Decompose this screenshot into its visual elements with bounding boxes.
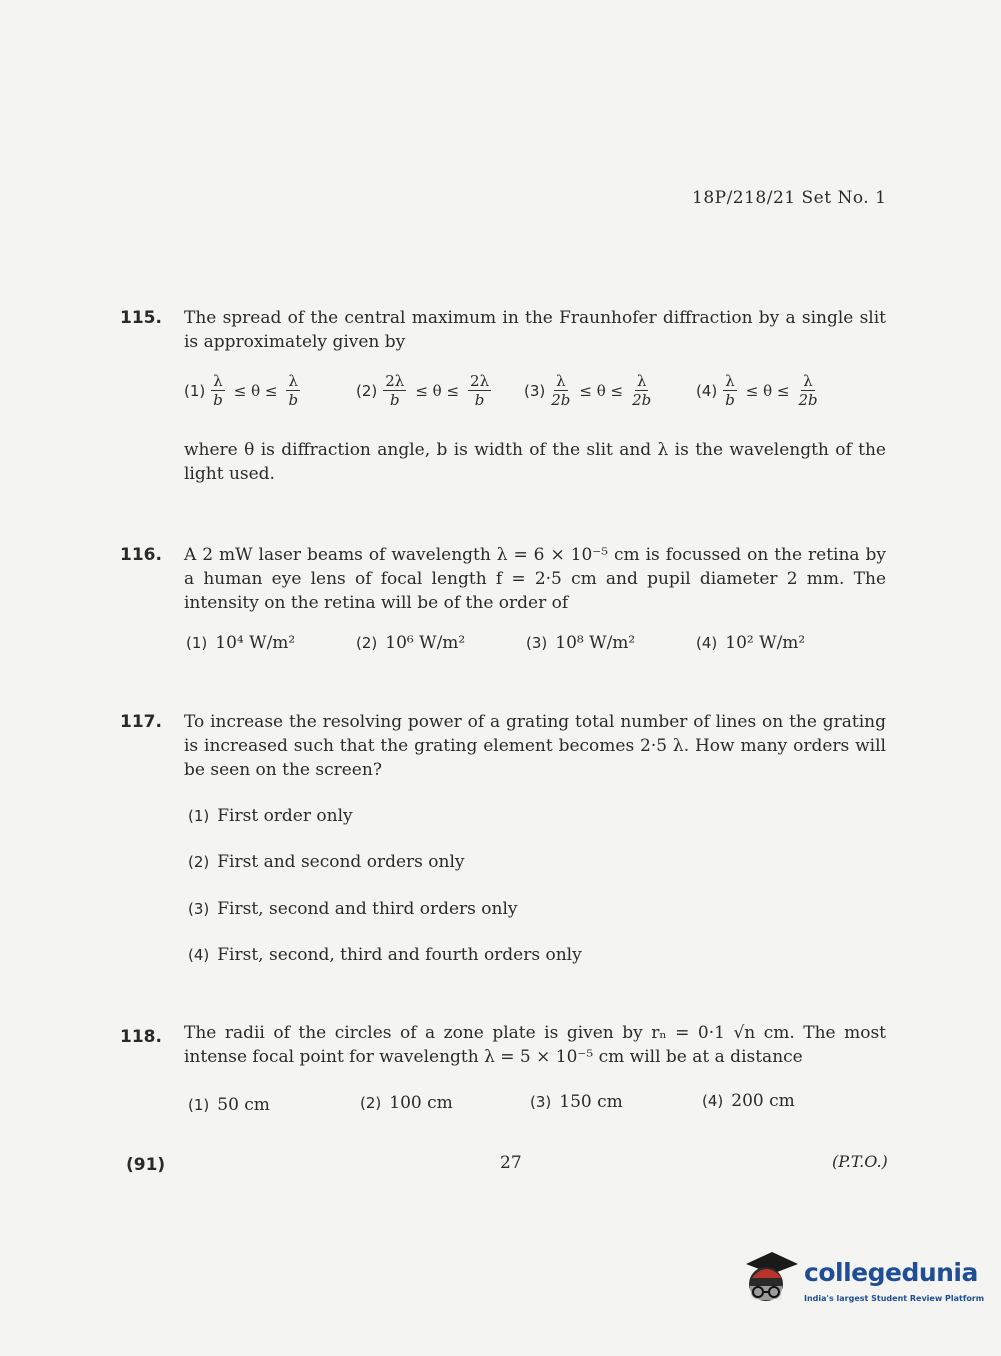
question-text: The radii of the circles of a zone plate is given by rₙ = 0·1 √n cm. The most intense focal point for wavelength λ = 5 × 10⁻⁵ cm will be at a distance — [184, 1023, 886, 1067]
question-text: The spread of the central maximum in the Fraunhofer diffraction by a single slit is approximately given by — [184, 308, 886, 352]
fraction-right: $\frac{2\lambda}{b}$ — [470, 372, 490, 409]
option-1[interactable]: (1) $\frac{\lambda}{b}$ ≤ θ ≤ $\frac{\lambda}{b}$ — [184, 372, 299, 409]
question-115 — [120, 306, 890, 496]
collegedunia-logo[interactable] — [742, 1250, 985, 1314]
paper-code: 18P/218/21 Set No. 1 — [692, 188, 887, 208]
fraction-left: $\frac{2\lambda}{b}$ — [385, 372, 405, 409]
option-4[interactable]: (4) 200 cm — [702, 1091, 795, 1111]
fraction-right: $\frac{\lambda}{2b}$ — [798, 372, 818, 409]
fraction-left: $\frac{\lambda}{b}$ — [213, 372, 223, 409]
option-2[interactable]: (2) $\frac{2\lambda}{b}$ ≤ θ ≤ $\frac{2\lambda}{b}$ — [356, 372, 490, 409]
question-number: 118. — [120, 1027, 162, 1047]
option-2[interactable]: (2) 100 cm — [360, 1093, 453, 1113]
fraction-right: $\frac{\lambda}{b}$ — [288, 372, 299, 409]
logo-tagline: India's largest Student Review Platform — [804, 1294, 985, 1303]
option-3[interactable]: (3) First, second and third orders only — [188, 899, 518, 919]
question-118 — [120, 1021, 890, 1121]
mascot-icon — [742, 1250, 800, 1312]
page-number: 27 — [500, 1153, 522, 1173]
option-2[interactable]: (2) First and second orders only — [188, 852, 465, 872]
question-number: 117. — [120, 712, 162, 732]
option-2[interactable]: (2) 10⁶ W/m² — [356, 633, 466, 653]
option-1[interactable]: (1) 50 cm — [188, 1095, 270, 1115]
question-number: 115. — [120, 308, 162, 328]
option-3[interactable]: (3) 10⁸ W/m² — [526, 633, 636, 653]
option-4[interactable]: (4) $\frac{\lambda}{b}$ ≤ θ ≤ $\frac{\lambda}{2b}$ — [696, 372, 818, 409]
fraction-left: $\frac{\lambda}{2b}$ — [551, 372, 571, 409]
option-3[interactable]: (3) $\frac{\lambda}{2b}$ ≤ θ ≤ $\frac{\lambda}{2b}$ — [524, 372, 652, 409]
option-3[interactable]: (3) 150 cm — [530, 1092, 623, 1112]
question-117 — [120, 710, 890, 980]
option-1[interactable]: (1) 10⁴ W/m² — [186, 633, 296, 653]
fraction-right: $\frac{\lambda}{2b}$ — [632, 372, 652, 409]
option-4[interactable]: (4) First, second, third and fourth orders only — [188, 945, 582, 965]
question-note: where θ is diffraction angle, b is width of the slit and λ is the wavelength of the light used. — [184, 440, 886, 484]
option-1[interactable]: (1) First order only — [188, 806, 353, 826]
fraction-left: $\frac{\lambda}{b}$ — [725, 372, 735, 409]
question-text: A 2 mW laser beams of wavelength λ = 6 × 10⁻⁵ cm is focussed on the retina by a human eye lens of focal length f = 2·5 cm and pupil diameter 2 mm. The intensity on the retina will be of the order of — [184, 545, 886, 613]
logo-wordmark: collegedunia — [804, 1258, 978, 1287]
question-number: 116. — [120, 545, 162, 565]
option-4[interactable]: (4) 10² W/m² — [696, 633, 806, 653]
footer-code: (91) — [126, 1155, 166, 1175]
pto-label: (P.T.O.) — [832, 1152, 888, 1171]
question-116 — [120, 543, 890, 663]
options-row — [184, 372, 886, 422]
question-text: To increase the resolving power of a grating total number of lines on the grating is increased such that the grating element becomes 2·5 λ. How many orders will be seen on the screen? — [184, 712, 886, 780]
